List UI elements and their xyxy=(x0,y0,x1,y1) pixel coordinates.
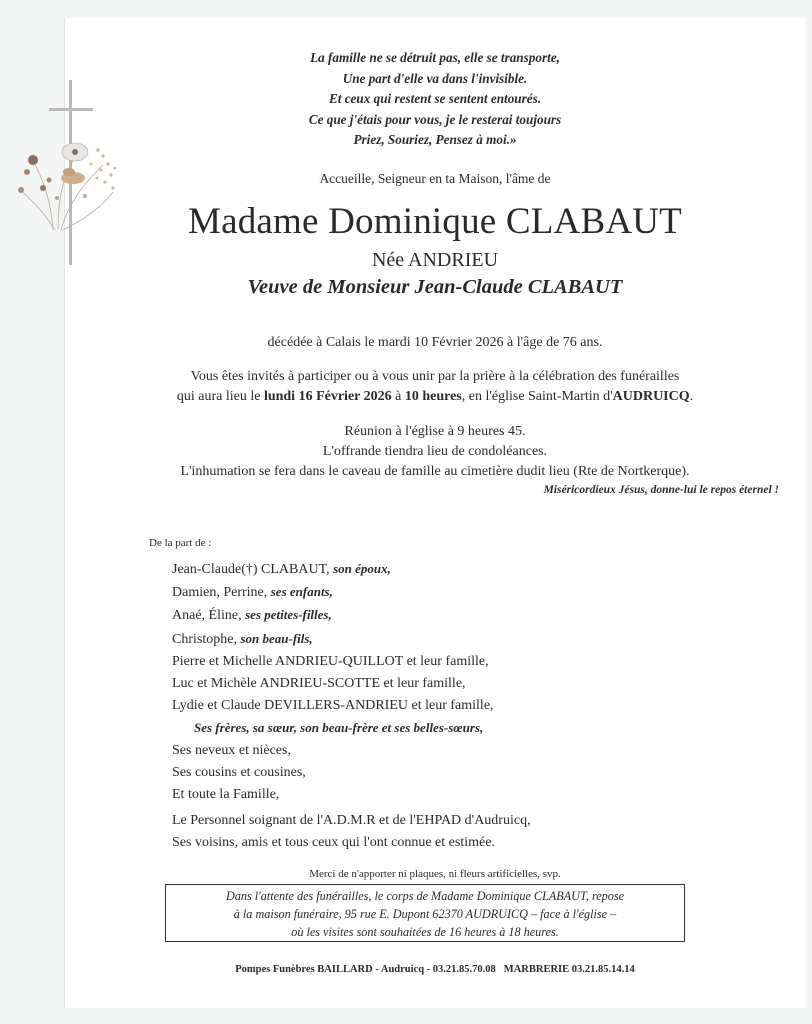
funeral-invitation xyxy=(65,367,805,407)
list-item: Pierre et Michelle ANDRIEU-QUILLOT et leur famille, xyxy=(172,653,489,669)
ceremony-details xyxy=(65,422,805,482)
list-item: Le Personnel soignant de l'A.D.M.R et de l'EHPAD d'Audruicq, xyxy=(172,813,531,828)
list-item: Ses neveux et nièces, xyxy=(172,742,291,758)
poem xyxy=(65,48,805,151)
poem-line: La famille ne se détruit pas, elle se transporte, xyxy=(310,50,560,65)
maiden-name: Née ANDRIEU xyxy=(371,249,499,271)
visitation-box xyxy=(165,884,685,942)
death-statement: décédée à Calais le mardi 10 Février 2026 à l'âge de 76 ans. xyxy=(267,335,603,350)
detail-line: L'inhumation se fera dans le caveau de famille au cimetière dudit lieu (Rte de Nortkerque). xyxy=(180,464,690,479)
invitation-text: , en l'église Saint-Martin d' xyxy=(461,389,613,404)
family-name: Damien, Perrine, xyxy=(172,585,271,601)
family-relation: son beau-fils, xyxy=(240,630,313,646)
family-name: Christophe, xyxy=(172,631,241,647)
family-name: Anaé, Éline, xyxy=(172,608,246,624)
list-item: Ses frères, sa sœur, son beau-frère et ses belles-sœurs, xyxy=(194,720,484,736)
accueil-line: Accueille, Seigneur en ta Maison, l'âme de xyxy=(319,171,551,186)
funeral-date: lundi 16 Février 2026 xyxy=(263,389,392,404)
funeral-home-footer xyxy=(65,964,805,975)
visitation-line: à la maison funéraire, 95 rue E. Dupont 62370 AUDRUICQ – face à l'église – xyxy=(233,907,617,921)
funeral-home-contact: Pompes Funèbres BAILLARD - Audruicq - 03.21.85.70.08 xyxy=(235,964,496,975)
list-item: Ses cousins et cousines, xyxy=(172,764,306,780)
invitation-line-1: Vous êtes invités à participer ou à vous unir par la prière à la célébration des funérailles xyxy=(190,369,680,384)
obituary-notice xyxy=(64,18,805,1008)
invitation-line-2 xyxy=(65,387,805,407)
no-flowers-note: Merci de n'apporter ni plaques, ni fleurs artificielles, svp. xyxy=(309,868,561,880)
family-relation: ses petites-filles, xyxy=(245,607,332,623)
invitation-text: qui aura lieu le xyxy=(176,389,264,404)
closing-prayer: Miséricordieux Jésus, donne-lui le repos éternel ! xyxy=(543,484,779,496)
detail-line: L'offrande tiendra lieu de condoléances. xyxy=(322,444,548,459)
poem-line: Une part d'elle va dans l'invisible. xyxy=(342,70,528,86)
list-item: Luc et Michèle ANDRIEU-SCOTTE et leur famille, xyxy=(172,676,466,692)
list-item: Et toute la Famille, xyxy=(172,787,280,803)
family-list xyxy=(172,558,494,806)
list-item xyxy=(172,628,494,651)
poem-line: Priez, Souriez, Pensez à moi.» xyxy=(353,132,517,147)
list-item xyxy=(172,604,494,627)
deceased-name: Madame Dominique CLABAUT xyxy=(188,201,682,242)
marbrerie-contact: MARBRERIE 03.21.85.14.14 xyxy=(503,964,635,975)
invitation-text: . xyxy=(689,389,694,404)
family-relation: son époux, xyxy=(333,561,391,576)
others-list xyxy=(172,810,531,854)
widow-of: Veuve de Monsieur Jean-Claude CLABAUT xyxy=(247,276,623,298)
poem-line: Et ceux qui restent se sentent entourés. xyxy=(328,91,542,106)
from-label: De la part de : xyxy=(149,537,212,549)
list-item: Ses voisins, amis et tous ceux qui l'ont connue et estimée. xyxy=(172,835,495,850)
visitation-line: où les visites sont souhaitées de 16 heures à 18 heures. xyxy=(291,925,559,939)
funeral-town: AUDRUICQ xyxy=(612,389,690,404)
funeral-time: 10 heures xyxy=(404,389,462,404)
list-item xyxy=(172,581,494,604)
list-item xyxy=(172,558,494,581)
detail-line: Réunion à l'église à 9 heures 45. xyxy=(344,424,526,439)
family-relation: ses enfants, xyxy=(270,584,333,600)
list-item: Lydie et Claude DEVILLERS-ANDRIEU et leur famille, xyxy=(172,698,494,714)
visitation-line: Dans l'attente des funérailles, le corps de Madame Dominique CLABAUT, repose xyxy=(226,889,624,903)
poem-line: Ce que j'étais pour vous, je le resterai toujours xyxy=(308,111,562,127)
invitation-text: à xyxy=(391,389,405,404)
family-name: Jean-Claude(†) CLABAUT, xyxy=(172,562,334,577)
